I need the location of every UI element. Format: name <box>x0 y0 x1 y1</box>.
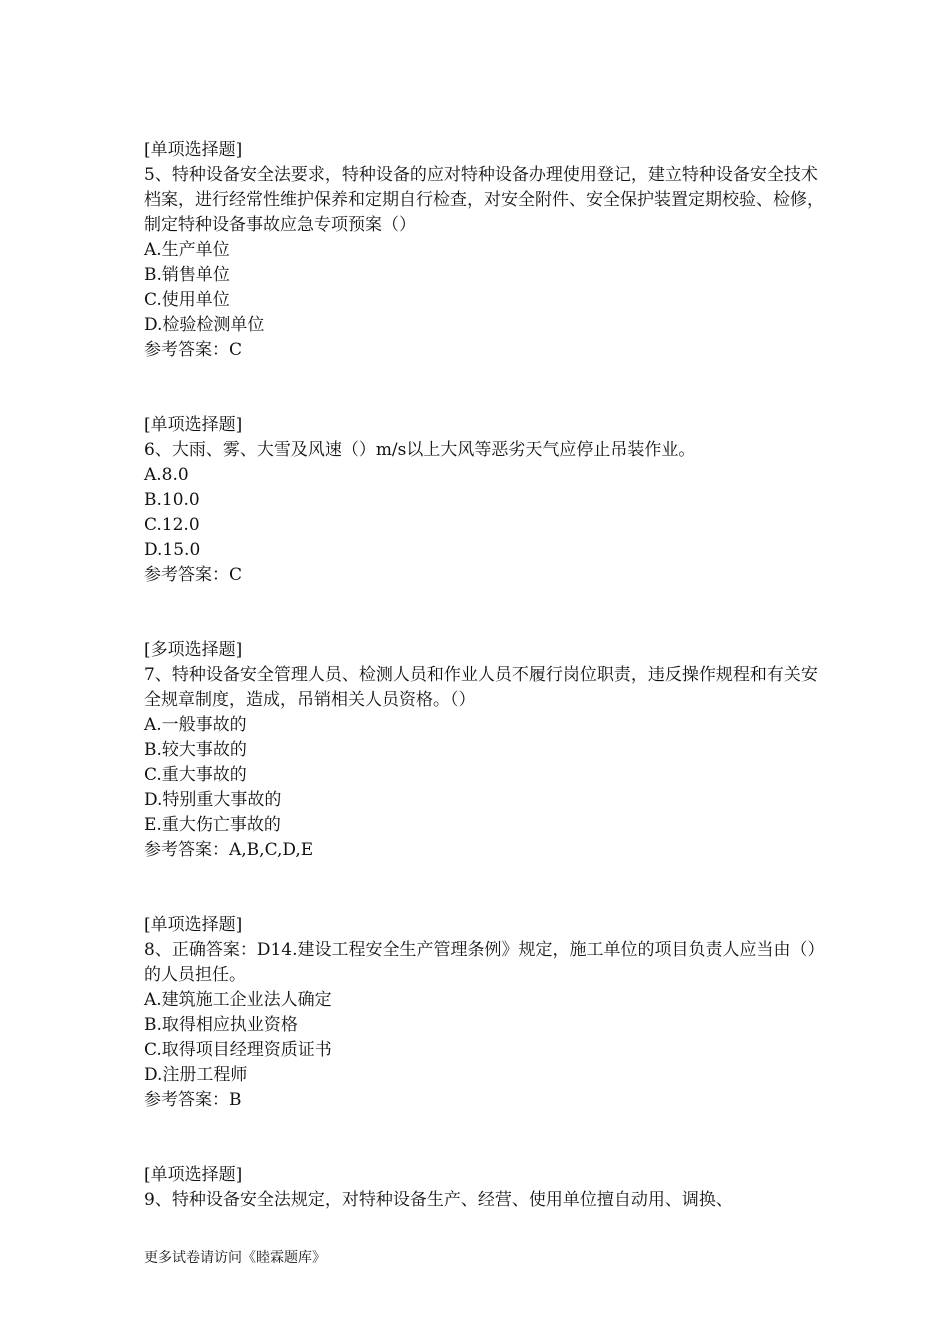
reference-answer: 参考答案：B <box>144 1090 242 1110</box>
reference-answer: 参考答案：A,B,C,D,E <box>144 840 314 860</box>
option-d: D.特别重大事故的 <box>144 790 282 810</box>
question-9 <box>144 1163 824 1213</box>
spacer <box>144 588 824 638</box>
option-b: B.10.0 <box>144 490 200 510</box>
question-type-label: [单项选择题] <box>144 140 243 160</box>
question-type-label: [多项选择题] <box>144 640 243 660</box>
question-type-label: [单项选择题] <box>144 1165 243 1185</box>
option-a: A.生产单位 <box>144 240 230 260</box>
option-b: B.取得相应执业资格 <box>144 1015 298 1035</box>
question-stem: 7、特种设备安全管理人员、检测人员和作业人员不履行岗位职责，违反操作规程和有关安全规章制度，造成，吊销相关人员资格。（） <box>144 665 818 710</box>
reference-answer: 参考答案：C <box>144 565 243 585</box>
option-a: A.一般事故的 <box>144 715 247 735</box>
option-c: C.使用单位 <box>144 290 230 310</box>
option-d: D.15.0 <box>144 540 201 560</box>
question-7 <box>144 638 824 863</box>
option-b: B.较大事故的 <box>144 740 247 760</box>
question-stem: 5、特种设备安全法要求，特种设备的应对特种设备办理使用登记，建立特种设备安全技术档案，进行经常性维护保养和定期自行检查，对安全附件、安全保护装置定期校验、检修，制定特种设备事故应急专项预案（） <box>144 165 824 235</box>
option-c: C.重大事故的 <box>144 765 247 785</box>
option-d: D.检验检测单位 <box>144 315 265 335</box>
question-stem: 9、特种设备安全法规定，对特种设备生产、经营、使用单位擅自动用、调换、 <box>144 1190 733 1210</box>
reference-answer: 参考答案：C <box>144 340 243 360</box>
option-c: C.取得项目经理资质证书 <box>144 1040 332 1060</box>
document-page <box>144 138 824 1213</box>
spacer <box>144 363 824 413</box>
option-e: E.重大伤亡事故的 <box>144 815 281 835</box>
question-8 <box>144 913 824 1113</box>
option-a: A.8.0 <box>144 465 189 485</box>
option-d: D.注册工程师 <box>144 1065 248 1085</box>
option-a: A.建筑施工企业法人确定 <box>144 990 332 1010</box>
spacer <box>144 863 824 913</box>
option-c: C.12.0 <box>144 515 200 535</box>
page-footer: 更多试卷请访问《睦霖题库》 <box>144 1250 326 1266</box>
question-type-label: [单项选择题] <box>144 915 243 935</box>
question-stem: 6、大雨、雾、大雪及风速（）m/s以上大风等恶劣天气应停止吊装作业。 <box>144 440 696 460</box>
question-5 <box>144 138 824 363</box>
question-stem: 8、正确答案：D14.建设工程安全生产管理条例》规定，施工单位的项目负责人应当由（）的人员担任。 <box>144 940 816 985</box>
option-b: B.销售单位 <box>144 265 230 285</box>
question-type-label: [单项选择题] <box>144 415 243 435</box>
question-6 <box>144 413 824 588</box>
spacer <box>144 1113 824 1163</box>
